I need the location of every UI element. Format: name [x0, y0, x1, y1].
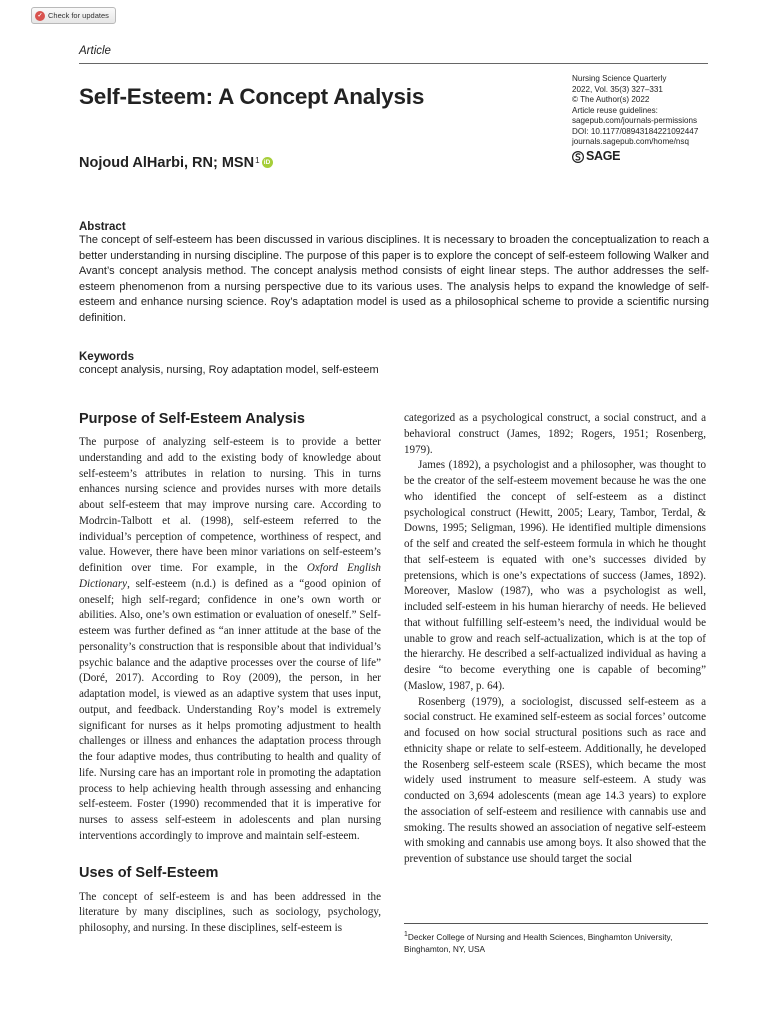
footnote-text: Decker College of Nursing and Health Sciences, Binghamton University, Binghamton, NY, USA [404, 931, 673, 954]
journal-volume: 2022, Vol. 35(3) 327–331 [572, 84, 663, 94]
reuse-guidelines-label: Article reuse guidelines: [572, 105, 658, 115]
journal-home-link[interactable]: journals.sagepub.com/home/nsq [572, 137, 689, 146]
rosenberg-paragraph: Rosenberg (1979), a sociologist, discussed self-esteem as a social construct. He examined self-esteem as social forces’ outcome and focused on how social structural positions such as race and ethnicity shape or relate to self-esteem. Additionally, he developed the Rosenberg self-esteem scale (RSES), which became the most widely used instrument to measure self-esteem. A study was conducted on 3,694 adolescents (mean age 14.3 years) to explore the association of self-esteem and resilience with cannabis use and smoking. The results showed an association of negative self-esteem with smoking and cannabis use among boys. It also showed that the prevention of substance use should target the social [404, 695, 706, 865]
orcid-icon[interactable]: iD [262, 157, 273, 168]
left-column [79, 411, 381, 937]
abstract-text: The concept of self-esteem has been discussed in various disciplines. It is necessary to broaden the conceptualization to reach a better understanding in nursing discipline. The purpose of this paper is to explore the concept of self-esteem following Walker and Avant’s concept analysis method. The concept analysis method consists of eight linear steps. The author addresses the self-esteem phenomenon from a nursing perspective due to its various uses. The analysis helps to expand the knowledge of self-esteem and enhance nursing science. Roy’s adaptation model is used as a philosophical scheme to provide a scientific nursing definition. [79, 234, 709, 324]
author-name: Nojoud AlHarbi, RN; MSN [79, 155, 255, 171]
purpose-heading: Purpose of Self-Esteem Analysis [79, 411, 305, 427]
header-divider [79, 63, 708, 64]
sage-logo [572, 151, 698, 163]
check-for-updates-button[interactable] [31, 7, 116, 24]
author-line [79, 155, 273, 171]
uses-paragraph: The concept of self-esteem is and has been addressed in the literature by many disciplines, such as sociology, psychology, philosophy, and nursing. In these disciplines, self-esteem is [79, 890, 381, 934]
keywords-text: concept analysis, nursing, Roy adaptation model, self-esteem [79, 364, 379, 376]
article-title: Self-Esteem: A Concept Analysis [79, 84, 425, 109]
permissions-link[interactable]: sagepub.com/journals-permissions [572, 116, 698, 125]
sage-logo-icon [572, 151, 584, 163]
purpose-paragraph [79, 435, 381, 845]
uses-heading: Uses of Self-Esteem [79, 864, 219, 881]
sage-logo-text: SAGE [586, 149, 621, 164]
footnote-mark: 1 [404, 931, 408, 938]
purpose-text-1: The purpose of analyzing self-esteem is to provide a better understanding and add to the existing body of knowledge about self-esteem’s attributes in relation to nursing. This in turns enhances nursing science and provides nurses with more details about self-esteem that may improve nursing care. According to Modrcin-Talbott et al. (1998), self-esteem referred to the individual’s perception of competence, worthiness of respect, and value. However, there have been minor variations on self-esteem’s definition over time. For example, in the [79, 436, 381, 574]
doi[interactable]: DOI: 10.1177/08943184221092447 [572, 126, 699, 136]
james-paragraph: James (1892), a psychologist and a philosopher, was thought to be the creator of the self-esteem movement because he was the one who identified the concept of self-esteem as a distinct psychological construct (Hewitt, 2005; Leary, Tambor, Terdal, & Downs, 1995; Seligman, 1996). He identified multiple dimensions of the self and created the self-esteem formula in which he thought that self-esteem is equated with one’s successes divided by pretensions, which is one’s expectations of success (James, 1892). Moreover, Maslow (1987), who was a psychologist as well, included self-esteem in his human hierarchy of needs. He believed that without fulfilling self-esteem’s need, the individual would be unable to grow and reach self-actualization, which is at the top of the hierarchy. He described a self-actualized individual as having a desire “to become everything one is capable of becoming” (Maslow, 1987, p. 64). [404, 459, 706, 692]
abstract-label: Abstract [79, 221, 126, 233]
affiliation-footnote [404, 929, 708, 955]
keywords-label: Keywords [79, 351, 134, 363]
journal-name: Nursing Science Quarterly [572, 74, 667, 83]
purpose-text-2: , self-esteem (n.d.) is defined as a “good opinion of oneself; high self-regard; confidence in one’s own worth or abilities. Also, one’s own estimation or evaluation of oneself.” Self-esteem was further defined as “an inner attitude at the base of the personality’s construction that is responsible about that individual’s psychic balance and the adaptive processes over the course of life” (Doré, 2017). According to Roy (2009), the person, in her adaptation model, is viewed as an adaptive system that uses input, output, and feedback. Understanding Roy’s model is extremely significant for nurses as it helps promoting adjustment to health challenges or illness and enhances the adaptation process through the four adaptive modes, thus contributing to health and quality of life. Nursing care has an important role in promoting the adaptation process to help achieving health through assessing and enhancing self-esteem. Foster (1990) recommended that it is imperative for nurses to assess self-esteem in adolescents and plan nursing interventions accordingly to improve and maintain self-esteem. [79, 577, 381, 842]
updates-icon: ✓ [35, 11, 45, 21]
affiliation-mark: 1 [255, 156, 260, 165]
right-column [404, 411, 706, 868]
oed-title: Oxford English Dictionary [79, 562, 381, 590]
abstract-section [79, 221, 709, 326]
journal-info [572, 74, 698, 163]
check-for-updates-label: Check for updates [48, 11, 109, 20]
footnote-divider [404, 923, 708, 924]
article-type-label: Article [79, 45, 111, 57]
copyright: © The Author(s) 2022 [572, 95, 650, 104]
keywords-section [79, 351, 709, 378]
right-paragraph-0: categorized as a psychological construct, a social construct, and a behavioral construct (James, 1892; Rogers, 1951; Rosenberg, 1979). [404, 412, 706, 456]
